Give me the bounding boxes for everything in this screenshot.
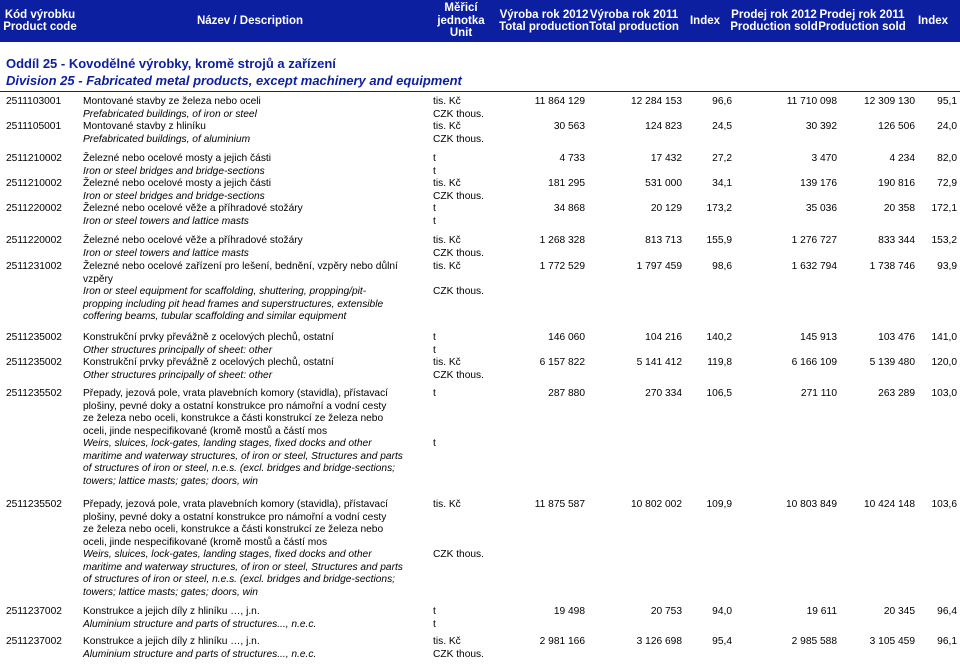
production-2012: 1 268 328: [539, 235, 585, 246]
unit-cz: t: [433, 332, 436, 343]
unit-cz: tis. Kč: [433, 357, 461, 368]
description-cz: plošiny, pevné doky a ostatní konstrukce pro námořní a vodní cesty: [83, 400, 387, 412]
product-code: 2511235502: [6, 388, 62, 399]
description-en: Iron or steel towers and lattice masts: [83, 247, 249, 259]
unit-en: CZK thous.: [433, 369, 484, 381]
production-2011: 17 432: [650, 153, 682, 164]
unit-en: CZK thous.: [433, 549, 484, 560]
unit: [433, 332, 436, 357]
header-line: Výroba rok 2012: [499, 8, 589, 21]
description-cz: Montované stavby z hliníku: [83, 121, 206, 132]
product-description: [83, 499, 423, 599]
unit-en: CZK thous.: [433, 133, 484, 145]
header-line: Prodej rok 2012: [731, 8, 817, 21]
index-sold: 103,6: [931, 499, 957, 510]
description-en: Aluminium structure and parts of structures..., n.e.c.: [83, 618, 317, 630]
description-en: towers; lattice masts; gates; doors, win: [83, 475, 258, 487]
index-production: 109,9: [706, 499, 732, 510]
header-product-code: [0, 0, 80, 42]
description-cz: plošiny, pevné doky a ostatní konstrukce pro námořní a vodní cesty: [83, 511, 387, 523]
product-code: 2511210002: [6, 153, 62, 164]
production-2011: 20 129: [650, 203, 682, 214]
unit-en: t: [433, 344, 436, 356]
product-code: 2511220002: [6, 235, 62, 246]
sold-2011: 190 816: [878, 178, 915, 189]
sold-2012: 6 166 109: [791, 357, 837, 368]
production-2011: 124 823: [645, 121, 682, 132]
header-line: Výroba rok 2011: [589, 8, 679, 21]
description-cz: Železné nebo ocelové mosty a jejich části: [83, 153, 272, 164]
description-en: propping including pit head frames and superstructures, extensible: [83, 298, 384, 310]
production-2011: 12 284 153: [631, 96, 682, 107]
product-description: [83, 235, 423, 260]
product-code: 2511231002: [6, 261, 62, 272]
sold-2011: 1 738 746: [869, 261, 915, 272]
description-en: of structures of iron or steel, n.e.s. (excl. bridges and bridge-sections;: [83, 463, 395, 474]
division-heading: [6, 56, 462, 89]
unit-cz: tis. Kč: [433, 636, 461, 647]
unit-cz: tis. Kč: [433, 499, 461, 510]
header-description: [150, 0, 350, 42]
production-2011: 5 141 412: [636, 357, 682, 368]
production-2011: 104 216: [645, 332, 682, 343]
sold-2011: 5 139 480: [869, 357, 915, 368]
product-description: [83, 332, 423, 357]
production-2012: 146 060: [548, 332, 585, 343]
production-2012: 30 563: [553, 121, 585, 132]
description-en: Aluminium structure and parts of structures..., n.e.c.: [83, 648, 317, 660]
description-cz: oceli, jinde nespecifikované (kromě mostů a částí mos: [83, 425, 328, 437]
header-line: Production sold: [818, 21, 906, 33]
sold-2012: 145 913: [800, 332, 837, 343]
description-en: of structures of iron or steel, n.e.s. (excl. bridges and bridge-sections;: [83, 574, 395, 585]
index-production: 95,4: [712, 636, 732, 647]
unit: [433, 606, 436, 631]
description-cz: Konstrukční prvky převážně z ocelových plechů, ostatní: [83, 332, 334, 343]
description-cz: Přepady, jezová pole, vrata plavebních komory (stavidla), přístavací: [83, 388, 389, 399]
index-sold: 82,0: [937, 153, 957, 164]
index-sold: 95,1: [937, 96, 957, 107]
description-en: maritime and waterway structures, of iron or steel, Structures and parts: [83, 450, 403, 462]
index-production: 96,6: [712, 96, 732, 107]
description-en: Iron or steel equipment for scaffolding, shuttering, propping/pit-: [83, 286, 367, 297]
production-2012: 181 295: [548, 178, 585, 189]
sold-2011: 4 234: [889, 153, 915, 164]
index-production: 140,2: [706, 332, 732, 343]
sold-2011: 263 289: [878, 388, 915, 399]
index-sold: 103,0: [931, 388, 957, 399]
header-index-sold: [908, 0, 958, 42]
product-description: [83, 388, 423, 488]
sold-2011: 20 345: [883, 606, 915, 617]
index-production: 34,1: [712, 178, 732, 189]
header-line: Prodej rok 2011: [819, 8, 905, 21]
sold-2012: 3 470: [811, 153, 837, 164]
sold-2012: 10 803 849: [786, 499, 837, 510]
production-2011: 813 713: [645, 235, 682, 246]
production-2011: 10 802 002: [631, 499, 682, 510]
header-line: Production sold: [730, 21, 818, 33]
product-code: 2511237002: [6, 606, 62, 617]
sold-2012: 11 710 098: [786, 96, 837, 107]
index-production: 173,2: [706, 203, 732, 214]
description-cz: Přepady, jezová pole, vrata plavebních komory (stavidla), přístavací: [83, 499, 389, 510]
description-en: Prefabricated buildings, of aluminium: [83, 133, 251, 145]
product-code: 2511237002: [6, 636, 62, 647]
description-cz: Železné nebo ocelové věže a příhradové stožáry: [83, 235, 303, 246]
product-description: [83, 153, 423, 178]
index-production: 119,8: [707, 357, 732, 368]
index-sold: 153,2: [931, 235, 957, 246]
unit-cz: tis. Kč: [433, 261, 461, 272]
division-title-cz: Oddíl 25 - Kovodělné výrobky, kromě strojů a zařízení: [6, 56, 336, 71]
index-sold: 141,0: [931, 332, 957, 343]
production-2012: 19 498: [553, 606, 585, 617]
unit-en: t: [433, 215, 436, 227]
sold-2011: 20 358: [883, 203, 915, 214]
header-line: Product code: [3, 21, 77, 33]
unit: [433, 153, 436, 178]
sold-2011: 126 506: [878, 121, 915, 132]
description-en: towers; lattice masts; gates; doors, win: [83, 586, 258, 598]
unit-en: CZK thous.: [433, 247, 484, 259]
description-cz: Železné nebo ocelové věže a příhradové stožáry: [83, 203, 303, 214]
description-en: maritime and waterway structures, of iron or steel, Structures and parts: [83, 561, 403, 573]
description-cz: ze železa nebo oceli, konstrukce a části konstrukcí ze železa nebo: [83, 413, 384, 424]
sold-2012: 1 632 794: [791, 261, 837, 272]
index-sold: 120,0: [931, 357, 957, 368]
description-cz: Konstrukční prvky převážně z ocelových plechů, ostatní: [83, 357, 334, 368]
description-en: Iron or steel bridges and bridge-sections: [83, 190, 265, 202]
sold-2011: 10 424 148: [864, 499, 915, 510]
production-2012: 2 981 166: [539, 636, 585, 647]
unit: [433, 261, 484, 299]
production-2012: 11 864 129: [534, 96, 585, 107]
description-cz: Železné nebo ocelové zařízení pro lešení, bednění, vzpěry nebo důlní: [83, 261, 398, 272]
production-2012: 1 772 529: [539, 261, 585, 272]
product-description: [83, 606, 423, 631]
production-2012: 34 868: [553, 203, 585, 214]
description-cz: oceli, jinde nespecifikované (kromě mostů a částí mos: [83, 536, 328, 548]
header-sold-2012: [724, 0, 824, 42]
production-2012: 4 733: [559, 153, 585, 164]
unit: [433, 235, 484, 260]
header-line: Unit: [449, 27, 473, 40]
index-sold: 96,4: [937, 606, 957, 617]
product-description: [83, 121, 423, 146]
unit: [433, 203, 436, 228]
unit: [433, 178, 484, 203]
product-description: [83, 203, 423, 228]
header-line: Měřicí: [444, 2, 478, 15]
unit-en: CZK thous.: [433, 286, 484, 297]
header-line: Kód výrobku: [4, 8, 76, 21]
unit: [433, 499, 484, 562]
description-en: Other structures principally of sheet: other: [83, 369, 273, 381]
table-header: [0, 0, 960, 42]
description-cz: Montované stavby ze železa nebo oceli: [83, 96, 261, 107]
product-description: [83, 96, 423, 121]
index-sold: 96,1: [937, 636, 957, 647]
division-title-en: Division 25 - Fabricated metal products, except machinery and equipment: [6, 72, 462, 88]
unit-en: t: [433, 165, 436, 177]
sold-2012: 271 110: [800, 388, 837, 399]
unit-en: CZK thous.: [433, 108, 484, 120]
unit-en: CZK thous.: [433, 190, 484, 202]
unit-cz: t: [433, 606, 436, 617]
unit-en: CZK thous.: [433, 648, 484, 660]
index-production: 94,0: [712, 606, 732, 617]
header-line: Název / Description: [196, 14, 304, 27]
unit-cz: tis. Kč: [433, 121, 461, 132]
unit-en: t: [433, 438, 436, 449]
header-line: Index: [917, 14, 949, 27]
product-code: 2511235002: [6, 357, 62, 368]
sold-2012: 139 176: [800, 178, 837, 189]
description-cz: ze železa nebo oceli, konstrukce a části konstrukcí ze železa nebo: [83, 524, 384, 535]
header-line: Total production: [499, 21, 589, 33]
description-en: Prefabricated buildings, of iron or steel: [83, 108, 257, 120]
production-2011: 20 753: [650, 606, 682, 617]
unit-cz: t: [433, 203, 436, 214]
description-en: Iron or steel towers and lattice masts: [83, 215, 249, 227]
header-line: jednotka: [437, 14, 485, 27]
product-description: [83, 178, 423, 203]
sold-2012: 19 611: [806, 606, 837, 617]
production-2011: 3 126 698: [636, 636, 682, 647]
product-code: 2511105001: [6, 121, 62, 132]
production-2012: 6 157 822: [539, 357, 585, 368]
description-en: Iron or steel bridges and bridge-sections: [83, 165, 265, 177]
description-en: Weirs, sluices, lock-gates, landing stages, fixed docks and other: [83, 549, 372, 560]
sold-2012: 1 276 727: [791, 235, 837, 246]
unit: [433, 357, 484, 382]
product-code: 2511235002: [6, 332, 62, 343]
unit-cz: tis. Kč: [433, 96, 461, 107]
sold-2011: 3 105 459: [869, 636, 915, 647]
sold-2011: 103 476: [878, 332, 915, 343]
product-description: [83, 261, 423, 324]
sold-2011: 12 309 130: [864, 96, 915, 107]
header-line: Total production: [589, 21, 679, 33]
header-production-2011: [584, 0, 684, 42]
product-description: [83, 636, 423, 661]
description-en: Other structures principally of sheet: other: [83, 344, 273, 356]
header-sold-2011: [812, 0, 912, 42]
division-divider: [0, 91, 960, 92]
index-production: 155,9: [706, 235, 732, 246]
index-production: 27,2: [712, 153, 732, 164]
header-production-2012: [494, 0, 594, 42]
production-2012: 11 875 587: [534, 499, 585, 510]
description-en: coffering beams, tubular scaffolding and similar equipment: [83, 311, 347, 322]
production-2011: 270 334: [645, 388, 682, 399]
unit-cz: tis. Kč: [433, 235, 461, 246]
unit: [433, 96, 484, 121]
unit-cz: tis. Kč: [433, 178, 461, 189]
description-cz: vzpěry: [83, 273, 114, 285]
product-code: 2511235502: [6, 499, 62, 510]
description-en: Weirs, sluices, lock-gates, landing stages, fixed docks and other: [83, 438, 372, 449]
unit-cz: t: [433, 153, 436, 164]
sold-2012: 35 036: [805, 203, 837, 214]
index-sold: 93,9: [937, 261, 957, 272]
sold-2011: 833 344: [878, 235, 915, 246]
product-code: 2511220002: [6, 203, 62, 214]
index-sold: 72,9: [937, 178, 957, 189]
unit: [433, 636, 484, 661]
unit-en: t: [433, 618, 436, 630]
product-code: 2511103001: [6, 96, 62, 107]
product-description: [83, 357, 423, 382]
sold-2012: 30 392: [805, 121, 837, 132]
header-index-production: [680, 0, 730, 42]
product-code: 2511210002: [6, 178, 62, 189]
description-cz: Konstrukce a jejich díly z hliníku …, j.n.: [83, 636, 260, 647]
sold-2012: 2 985 588: [791, 636, 837, 647]
unit-cz: t: [433, 388, 436, 399]
index-production: 98,6: [712, 261, 732, 272]
index-production: 24,5: [712, 121, 732, 132]
production-2011: 1 797 459: [636, 261, 682, 272]
production-2012: 287 880: [548, 388, 585, 399]
unit: [433, 388, 436, 451]
description-cz: Konstrukce a jejich díly z hliníku …, j.n.: [83, 606, 260, 617]
index-sold: 24,0: [937, 121, 957, 132]
unit: [433, 121, 484, 146]
index-production: 106,5: [706, 388, 732, 399]
index-sold: 172,1: [931, 203, 957, 214]
production-2011: 531 000: [645, 178, 682, 189]
header-line: Index: [689, 14, 721, 27]
description-cz: Železné nebo ocelové mosty a jejich části: [83, 178, 272, 189]
header-unit: [416, 0, 506, 42]
